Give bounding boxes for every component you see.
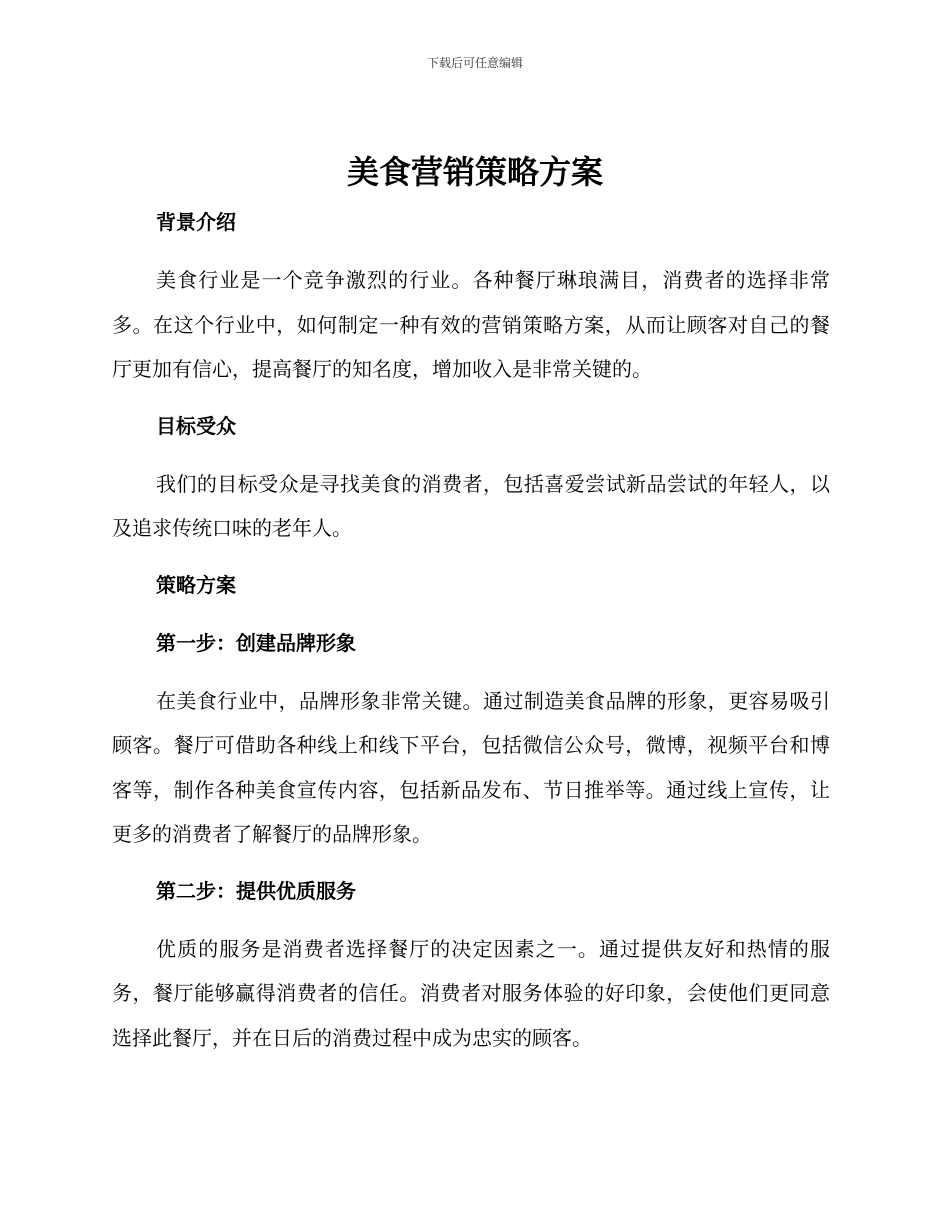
section-heading-background: 背景介绍 xyxy=(156,210,236,234)
paragraph-background: 美食行业是一个竞争激烈的行业。各种餐厅琳琅满目，消费者的选择非常多。在这个行业中，如何制定一种有效的营销策略方案，从而让顾客对自己的餐厅更加有信心，提高餐厅的知名度，增加收入是非常关键的。 xyxy=(112,268,830,381)
paragraph-step2: 优质的服务是消费者选择餐厅的决定因素之一。通过提供友好和热情的服务，餐厅能够赢得消费者的信任。消费者对服务体验的好印象，会使他们更同意选择此餐厅，并在日后的消费过程中成为忠实的顾客。 xyxy=(112,936,830,1050)
section-heading-step2: 第二步：提供优质服务 xyxy=(156,878,356,903)
section-heading-step1: 第一步：创建品牌形象 xyxy=(156,630,356,655)
section-heading-audience: 目标受众 xyxy=(156,413,236,438)
page-header-note: 下载后可任意编辑 xyxy=(426,56,523,70)
paragraph-audience: 我们的目标受众是寻找美食的消费者，包括喜爱尝试新品尝试的年轻人，以及追求传统口味的老年人。 xyxy=(112,471,830,540)
document-body xyxy=(112,200,830,1072)
section-heading-strategy: 策略方案 xyxy=(156,572,236,597)
document-title: 美食营销策略方案 xyxy=(346,153,603,191)
paragraph-step1: 在美食行业中，品牌形象非常关键。通过制造美食品牌的形象，更容易吸引顾客。餐厅可借助各种线上和线下平台，包括微信公众号，微博，视频平台和博客等，制作各种美食宣传内容，包括新品发布、节日推举等。通过线上宣传，让更多的消费者了解餐厅的品牌形象。 xyxy=(112,688,830,846)
